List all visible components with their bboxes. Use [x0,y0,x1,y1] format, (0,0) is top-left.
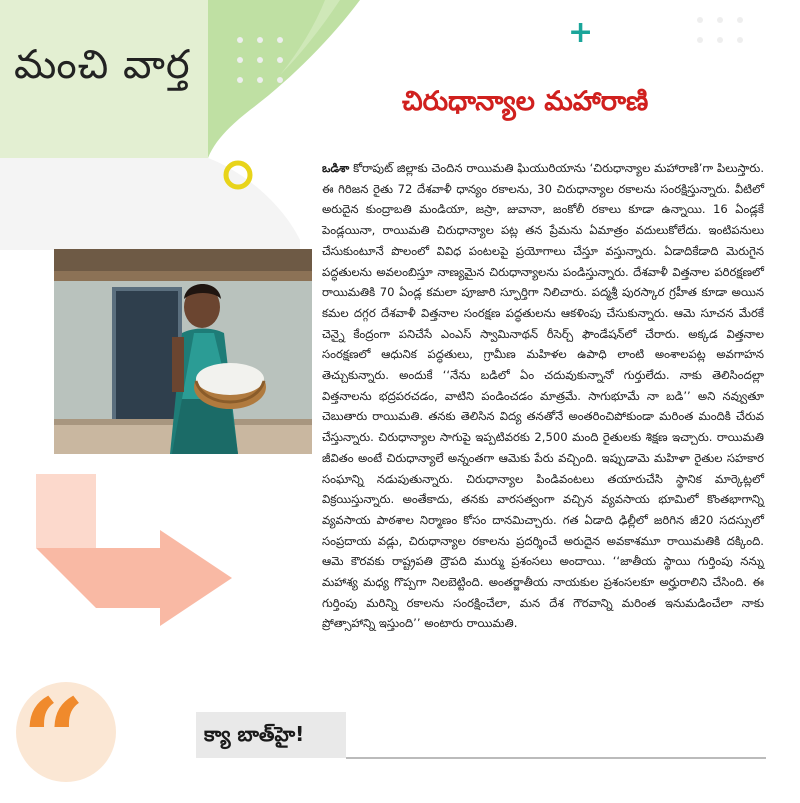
article-text: కోరాపుట్ జిల్లాకు చెందిన రాయిమతి ఘియురియాను ‘చిరుధాన్యాల మహారాణి’గా పిలుస్తారు. ఈ గిరిజన రైతు 72 దేశవాళీ ధాన్యం రకాలను, 30 చిరుధాన్యాల రకాలను సంరక్షిస్తున్నారు. వీటిలో అరుదైన కుంద్రాబతి మండియా, జస్రా, జువానా, జంకోలీ రకాలు కూడా ఉన్నాయి. 16 ఏండ్లకే పెండ్లయినా, రాయిమతి చిరుధాన్యాల పట్ల తన ప్రేమను ఏమాత్రం వదులుకోలేదు. ఇంటిపనులు చేసుకుంటూనే పొలంలో వివిధ పంటలపై ప్రయోగాలు చేస్తూ వస్తున్నారు. ఏడాదికేడాది మెరుగైన పద్ధతులను అవలంబిస్తూ నాణ్యమైన చిరుధాన్యాలను పండిస్తున్నారు. దేశవాళీ విత్తనాల పరిరక్షణలో రాయిమతికి 70 ఏండ్ల కమలా పూజారి స్ఫూర్తిగా నిలిచారు. పద్మశ్రీ పురస్కార గ్రహీత కూడా అయిన కమల దగ్గర దేశవాళీ విత్తనాల సంరక్షణ పద్ధతులను ఆకళింపు చేసుకున్నారు. ఆమె సూచన మేరకే చెన్నై కేంద్రంగా పనిచేసే ఎంఎస్ స్వామినాథన్ రీసెర్చ్ ఫౌండేషన్‌లో చేరారు. అక్కడ విత్తనాల సంరక్షణలో ఆధునిక పద్ధతులు, గ్రామీణ మహిళల ఉపాధి లాంటి అంశాలపట్ల అవగాహన తెచ్చుకున్నారు. అందుకే ‘‘నేను బడిలో ఏం చదువుకున్నానో గుర్తులేదు. నాకు తెలిసిందల్లా విత్తనాలను భద్రపరచడం, వాటిని పండించడం మాత్రమే. సాగుభూమే నా బడి’’ అని నవ్వుతూ చెబుతారు రాయిమతి. తనకు తెలిసిన విద్య తనతోనే అంతరించిపోకుండా మరింత మందికి చేరువ చేస్తున్నారు. చిరుధాన్యాల సాగుపై ఇప్పటివరకు 2,500 మంది రైతులకు శిక్షణ ఇచ్చారు. రాయిమతి జీవితం అంటే చిరుధాన్యాలే అన్నంతగా ఆమెకు పేరు వచ్చింది. ఇప్పుడామె మహిళా రైతుల సహకార సంఘాన్ని నడుపుతున్నారు. చిరుధాన్యాల పిండివంటలు తయారుచేసి స్థానిక మార్కెట్లలో విక్రయిస్తున్నారు. అంతేకాదు, తనకు వారసత్వంగా వచ్చిన వ్యవసాయ భూమిలో కొంతభాగాన్ని వ్యవసాయ పాఠశాల నిర్మాణం కోసం దానమిచ్చారు. గత ఏడాది ఢిల్లీలో జరిగిన జీ20 సదస్సులో సంప్రదాయ వడ్లు, చిరుధాన్యాల రకాలను ప్రదర్శించే అరుదైన అవకాశమూ రాయిమతికి దక్కింది. ఆమె కౌరవకు రాష్ట్రపతి ద్రౌపది ముర్ము ప్రశంసలు అందాయి. ‘‘జాతీయ స్థాయి గుర్తింపు నన్ను మహాశ్య మధ్య గొప్పగా నిలబెట్టింది. అంతర్జాతీయ నాయకుల ప్రశంసలకూ అర్హురాలిని చేసింది. ఈ గుర్తింపు మరిన్ని రకాలను సంరక్షించేలా, మన దేశ గౌరవాన్ని మరింత ఇనుమడించేలా నాకు ప్రోత్సాహాన్ని ఇస్తుంది’’ అంటారు రాయిమతి. [322,161,764,631]
quote-mark-icon: “ [22,674,86,803]
pink-arrow-light [36,474,96,548]
grey-blob-shape [0,158,300,250]
article-lead: ఒడిశా [322,161,350,175]
divider [346,757,766,759]
woman-with-basket-illustration [54,249,312,454]
article-body [322,158,764,634]
headline: చిరుధాన్యాల మహారాణి [402,86,649,117]
next-section-label: క్యా బాత్‌హై! [204,722,305,746]
article-photo [54,249,312,454]
plus-icon: + [568,15,594,50]
section-label: మంచి వార్త [14,42,191,88]
